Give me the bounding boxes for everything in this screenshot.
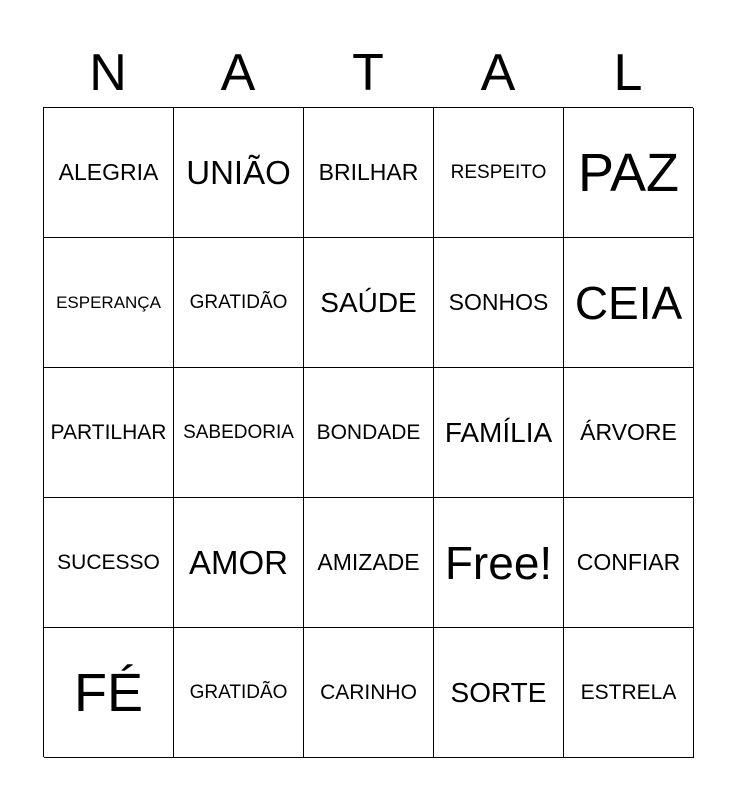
bingo-cell[interactable]: ESTRELA bbox=[564, 628, 694, 758]
bingo-cell[interactable]: CEIA bbox=[564, 238, 694, 368]
bingo-cell[interactable]: GRATIDÃO bbox=[174, 628, 304, 758]
bingo-cell[interactable]: ESPERANÇA bbox=[44, 238, 174, 368]
bingo-cell[interactable]: SONHOS bbox=[434, 238, 564, 368]
bingo-cell[interactable]: GRATIDÃO bbox=[174, 238, 304, 368]
bingo-cell[interactable]: FÉ bbox=[44, 628, 174, 758]
bingo-cell[interactable]: AMOR bbox=[174, 498, 304, 628]
bingo-cell[interactable]: ALEGRIA bbox=[44, 108, 174, 238]
bingo-cell[interactable]: CONFIAR bbox=[564, 498, 694, 628]
bingo-cell[interactable]: FAMÍLIA bbox=[434, 368, 564, 498]
bingo-cell[interactable]: AMIZADE bbox=[304, 498, 434, 628]
bingo-cell[interactable]: BONDADE bbox=[304, 368, 434, 498]
bingo-cell[interactable]: ÁRVORE bbox=[564, 368, 694, 498]
header-letter-t: T bbox=[352, 44, 384, 102]
free-space-cell[interactable]: Free! bbox=[434, 498, 564, 628]
bingo-cell[interactable]: RESPEITO bbox=[434, 108, 564, 238]
bingo-cell[interactable]: BRILHAR bbox=[304, 108, 434, 238]
bingo-cell[interactable]: SUCESSO bbox=[44, 498, 174, 628]
header-letter-a-2: A bbox=[480, 44, 516, 102]
bingo-header bbox=[43, 40, 693, 106]
header-letter-a: A bbox=[220, 44, 256, 102]
bingo-cell[interactable]: SORTE bbox=[434, 628, 564, 758]
bingo-cell[interactable]: UNIÃO bbox=[174, 108, 304, 238]
bingo-board bbox=[43, 107, 693, 757]
bingo-cell[interactable]: CARINHO bbox=[304, 628, 434, 758]
header-letter-l: L bbox=[613, 44, 643, 102]
bingo-cell[interactable]: PARTILHAR bbox=[44, 368, 174, 498]
bingo-cell[interactable]: SAÚDE bbox=[304, 238, 434, 368]
header-letter-n: N bbox=[89, 44, 127, 102]
bingo-cell[interactable]: PAZ bbox=[564, 108, 694, 238]
bingo-cell[interactable]: SABEDORIA bbox=[174, 368, 304, 498]
